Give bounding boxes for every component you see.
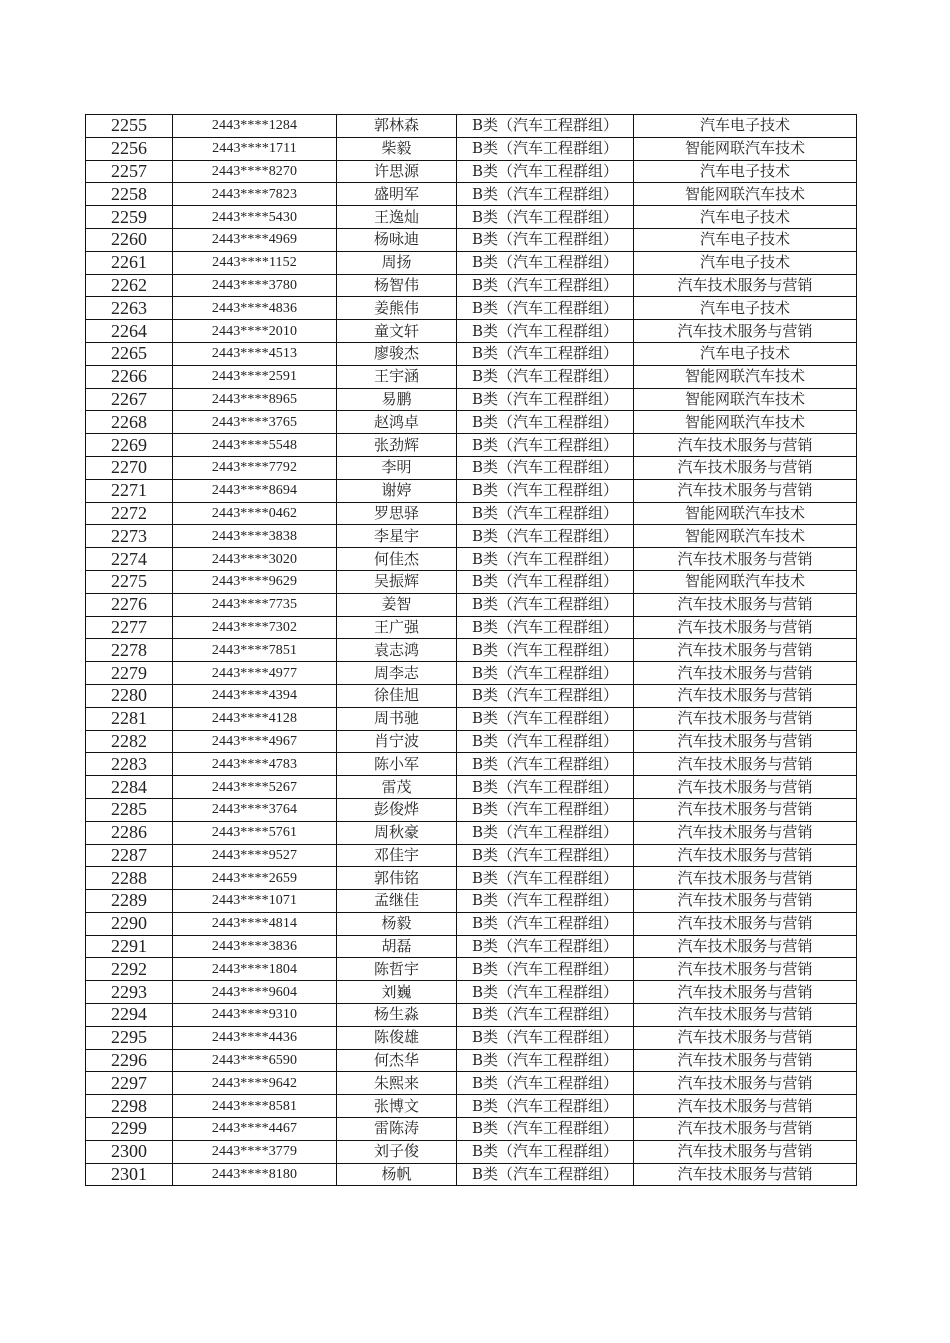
candidate-major: 汽车技术服务与营销 [634,844,857,867]
candidate-name: 彭俊烨 [337,798,457,821]
candidate-major: 汽车技术服务与营销 [634,776,857,799]
candidate-id: 2443****3838 [173,525,337,548]
candidate-id: 2443****1804 [173,958,337,981]
candidate-category: B类（汽车工程群组） [457,844,634,867]
table-row [86,1140,857,1163]
row-number: 2295 [86,1026,173,1049]
row-number: 2259 [86,206,173,229]
candidate-name: 雷茂 [337,776,457,799]
candidate-major: 汽车技术服务与营销 [634,890,857,913]
row-number: 2293 [86,981,173,1004]
roster-table-body [86,115,857,1186]
candidate-id: 2443****8180 [173,1163,337,1186]
table-row [86,1004,857,1027]
table-row [86,1072,857,1095]
candidate-major: 汽车技术服务与营销 [634,456,857,479]
table-row [86,1118,857,1141]
candidate-name: 许思源 [337,160,457,183]
candidate-major: 汽车电子技术 [634,342,857,365]
candidate-id: 2443****9629 [173,570,337,593]
candidate-name: 姜熊伟 [337,297,457,320]
candidate-category: B类（汽车工程群组） [457,684,634,707]
candidate-category: B类（汽车工程群组） [457,981,634,1004]
candidate-id: 2443****8965 [173,388,337,411]
candidate-id: 2443****4814 [173,912,337,935]
candidate-id: 2443****7792 [173,456,337,479]
candidate-id: 2443****3020 [173,548,337,571]
table-row [86,570,857,593]
candidate-category: B类（汽车工程群组） [457,434,634,457]
row-number: 2255 [86,115,173,138]
candidate-category: B类（汽车工程群组） [457,342,634,365]
row-number: 2260 [86,228,173,251]
candidate-name: 邓佳宇 [337,844,457,867]
candidate-id: 2443****1152 [173,251,337,274]
table-row [86,1095,857,1118]
candidate-name: 陈小军 [337,753,457,776]
row-number: 2286 [86,821,173,844]
roster-table [85,114,857,1186]
row-number: 2273 [86,525,173,548]
table-row [86,115,857,138]
candidate-name: 杨毅 [337,912,457,935]
candidate-major: 汽车电子技术 [634,206,857,229]
table-row [86,730,857,753]
table-row [86,593,857,616]
candidate-category: B类（汽车工程群组） [457,479,634,502]
candidate-name: 吴振辉 [337,570,457,593]
candidate-category: B类（汽车工程群组） [457,935,634,958]
candidate-major: 智能网联汽车技术 [634,365,857,388]
row-number: 2296 [86,1049,173,1072]
candidate-category: B类（汽车工程群组） [457,730,634,753]
candidate-category: B类（汽车工程群组） [457,776,634,799]
table-row [86,844,857,867]
row-number: 2272 [86,502,173,525]
candidate-category: B类（汽车工程群组） [457,137,634,160]
table-row [86,342,857,365]
table-row [86,388,857,411]
candidate-category: B类（汽车工程群组） [457,1140,634,1163]
candidate-id: 2443****4436 [173,1026,337,1049]
row-number: 2278 [86,639,173,662]
candidate-major: 汽车技术服务与营销 [634,662,857,685]
candidate-major: 汽车技术服务与营销 [634,912,857,935]
candidate-category: B类（汽车工程群组） [457,707,634,730]
candidate-category: B类（汽车工程群组） [457,753,634,776]
candidate-name: 孟继佳 [337,890,457,913]
table-row [86,251,857,274]
candidate-id: 2443****9642 [173,1072,337,1095]
table-row [86,753,857,776]
candidate-major: 汽车技术服务与营销 [634,320,857,343]
candidate-name: 柴毅 [337,137,457,160]
candidate-name: 杨生淼 [337,1004,457,1027]
row-number: 2264 [86,320,173,343]
candidate-category: B类（汽车工程群组） [457,388,634,411]
candidate-category: B类（汽车工程群组） [457,1004,634,1027]
row-number: 2287 [86,844,173,867]
candidate-major: 汽车技术服务与营销 [634,1026,857,1049]
candidate-category: B类（汽车工程群组） [457,548,634,571]
row-number: 2271 [86,479,173,502]
table-row [86,821,857,844]
candidate-major: 智能网联汽车技术 [634,570,857,593]
row-number: 2262 [86,274,173,297]
candidate-category: B类（汽车工程群组） [457,593,634,616]
candidate-major: 汽车电子技术 [634,160,857,183]
candidate-major: 汽车技术服务与营销 [634,1072,857,1095]
candidate-id: 2443****1711 [173,137,337,160]
candidate-major: 汽车技术服务与营销 [634,684,857,707]
candidate-id: 2443****1284 [173,115,337,138]
candidate-major: 汽车技术服务与营销 [634,1004,857,1027]
table-row [86,981,857,1004]
candidate-major: 汽车技术服务与营销 [634,867,857,890]
row-number: 2256 [86,137,173,160]
candidate-id: 2443****3764 [173,798,337,821]
candidate-id: 2443****5430 [173,206,337,229]
table-row [86,890,857,913]
candidate-major: 汽车技术服务与营销 [634,821,857,844]
table-row [86,639,857,662]
table-row [86,684,857,707]
candidate-name: 陈俊雄 [337,1026,457,1049]
table-row [86,320,857,343]
candidate-name: 谢婷 [337,479,457,502]
candidate-major: 汽车技术服务与营销 [634,479,857,502]
candidate-category: B类（汽车工程群组） [457,251,634,274]
candidate-name: 刘子俊 [337,1140,457,1163]
candidate-id: 2443****8694 [173,479,337,502]
candidate-id: 2443****3779 [173,1140,337,1163]
candidate-id: 2443****4977 [173,662,337,685]
candidate-id: 2443****4513 [173,342,337,365]
row-number: 2289 [86,890,173,913]
candidate-id: 2443****5761 [173,821,337,844]
candidate-name: 李星宇 [337,525,457,548]
candidate-name: 姜智 [337,593,457,616]
candidate-category: B类（汽车工程群组） [457,639,634,662]
row-number: 2258 [86,183,173,206]
table-row [86,183,857,206]
row-number: 2279 [86,662,173,685]
candidate-major: 汽车技术服务与营销 [634,616,857,639]
table-row [86,479,857,502]
candidate-major: 汽车技术服务与营销 [634,981,857,1004]
candidate-id: 2443****2659 [173,867,337,890]
row-number: 2266 [86,365,173,388]
candidate-id: 2443****0462 [173,502,337,525]
candidate-major: 智能网联汽车技术 [634,502,857,525]
candidate-id: 2443****7735 [173,593,337,616]
candidate-major: 汽车电子技术 [634,115,857,138]
candidate-major: 智能网联汽车技术 [634,525,857,548]
candidate-category: B类（汽车工程群组） [457,570,634,593]
candidate-name: 雷陈涛 [337,1118,457,1141]
table-row [86,297,857,320]
candidate-category: B类（汽车工程群组） [457,206,634,229]
candidate-category: B类（汽车工程群组） [457,821,634,844]
candidate-name: 杨帆 [337,1163,457,1186]
candidate-category: B类（汽车工程群组） [457,228,634,251]
table-row [86,548,857,571]
row-number: 2257 [86,160,173,183]
candidate-id: 2443****4967 [173,730,337,753]
candidate-category: B类（汽车工程群组） [457,912,634,935]
candidate-category: B类（汽车工程群组） [457,1026,634,1049]
candidate-id: 2443****2010 [173,320,337,343]
candidate-category: B类（汽车工程群组） [457,274,634,297]
table-row [86,912,857,935]
candidate-id: 2443****6590 [173,1049,337,1072]
candidate-name: 胡磊 [337,935,457,958]
table-row [86,1026,857,1049]
table-row [86,958,857,981]
row-number: 2282 [86,730,173,753]
candidate-category: B类（汽车工程群组） [457,297,634,320]
candidate-name: 袁志鸿 [337,639,457,662]
candidate-category: B类（汽车工程群组） [457,183,634,206]
candidate-name: 郭伟铭 [337,867,457,890]
candidate-major: 汽车电子技术 [634,251,857,274]
row-number: 2267 [86,388,173,411]
candidate-major: 智能网联汽车技术 [634,137,857,160]
candidate-major: 汽车技术服务与营销 [634,1163,857,1186]
table-row [86,707,857,730]
candidate-major: 汽车技术服务与营销 [634,274,857,297]
row-number: 2263 [86,297,173,320]
candidate-major: 汽车技术服务与营销 [634,730,857,753]
row-number: 2270 [86,456,173,479]
candidate-id: 2443****7851 [173,639,337,662]
candidate-major: 汽车技术服务与营销 [634,707,857,730]
candidate-name: 王宇涵 [337,365,457,388]
candidate-name: 杨智伟 [337,274,457,297]
row-number: 2261 [86,251,173,274]
candidate-name: 肖宁波 [337,730,457,753]
table-row [86,776,857,799]
row-number: 2285 [86,798,173,821]
row-number: 2283 [86,753,173,776]
candidate-major: 汽车技术服务与营销 [634,1049,857,1072]
table-row [86,137,857,160]
row-number: 2291 [86,935,173,958]
candidate-name: 易鹏 [337,388,457,411]
candidate-id: 2443****7823 [173,183,337,206]
candidate-major: 汽车电子技术 [634,297,857,320]
candidate-major: 智能网联汽车技术 [634,388,857,411]
candidate-name: 周李志 [337,662,457,685]
candidate-name: 李明 [337,456,457,479]
candidate-category: B类（汽车工程群组） [457,890,634,913]
candidate-category: B类（汽车工程群组） [457,1118,634,1141]
candidate-major: 汽车技术服务与营销 [634,1140,857,1163]
candidate-major: 汽车技术服务与营销 [634,1118,857,1141]
candidate-id: 2443****4394 [173,684,337,707]
row-number: 2268 [86,411,173,434]
candidate-major: 汽车电子技术 [634,228,857,251]
table-row [86,502,857,525]
table-row [86,365,857,388]
candidate-name: 童文轩 [337,320,457,343]
candidate-name: 张博文 [337,1095,457,1118]
candidate-name: 朱熙来 [337,1072,457,1095]
candidate-category: B类（汽车工程群组） [457,160,634,183]
candidate-category: B类（汽车工程群组） [457,411,634,434]
candidate-major: 智能网联汽车技术 [634,183,857,206]
row-number: 2297 [86,1072,173,1095]
table-row [86,616,857,639]
candidate-id: 2443****5267 [173,776,337,799]
candidate-name: 徐佳旭 [337,684,457,707]
candidate-category: B类（汽车工程群组） [457,502,634,525]
candidate-category: B类（汽车工程群组） [457,1049,634,1072]
row-number: 2292 [86,958,173,981]
candidate-name: 何杰华 [337,1049,457,1072]
candidate-name: 陈哲宇 [337,958,457,981]
candidate-id: 2443****4467 [173,1118,337,1141]
table-row [86,662,857,685]
candidate-major: 汽车技术服务与营销 [634,639,857,662]
candidate-id: 2443****5548 [173,434,337,457]
candidate-category: B类（汽车工程群组） [457,958,634,981]
candidate-category: B类（汽车工程群组） [457,365,634,388]
candidate-major: 汽车技术服务与营销 [634,593,857,616]
row-number: 2274 [86,548,173,571]
candidate-id: 2443****9310 [173,1004,337,1027]
candidate-name: 郭林森 [337,115,457,138]
row-number: 2290 [86,912,173,935]
candidate-category: B类（汽车工程群组） [457,867,634,890]
candidate-id: 2443****9604 [173,981,337,1004]
candidate-major: 汽车技术服务与营销 [634,935,857,958]
row-number: 2281 [86,707,173,730]
row-number: 2284 [86,776,173,799]
candidate-name: 盛明军 [337,183,457,206]
row-number: 2280 [86,684,173,707]
row-number: 2276 [86,593,173,616]
row-number: 2288 [86,867,173,890]
table-row [86,411,857,434]
candidate-id: 2443****1071 [173,890,337,913]
candidate-id: 2443****3780 [173,274,337,297]
candidate-category: B类（汽车工程群组） [457,320,634,343]
candidate-category: B类（汽车工程群组） [457,1163,634,1186]
candidate-id: 2443****3765 [173,411,337,434]
candidate-id: 2443****8270 [173,160,337,183]
candidate-category: B类（汽车工程群组） [457,798,634,821]
candidate-name: 刘巍 [337,981,457,1004]
row-number: 2299 [86,1118,173,1141]
candidate-id: 2443****4128 [173,707,337,730]
candidate-name: 赵鸿卓 [337,411,457,434]
candidate-major: 汽车技术服务与营销 [634,1095,857,1118]
row-number: 2298 [86,1095,173,1118]
candidate-category: B类（汽车工程群组） [457,1072,634,1095]
table-row [86,798,857,821]
candidate-major: 汽车技术服务与营销 [634,548,857,571]
candidate-major: 汽车技术服务与营销 [634,958,857,981]
candidate-id: 2443****4836 [173,297,337,320]
candidate-id: 2443****2591 [173,365,337,388]
candidate-category: B类（汽车工程群组） [457,1095,634,1118]
table-row [86,525,857,548]
candidate-id: 2443****4783 [173,753,337,776]
table-row [86,935,857,958]
row-number: 2275 [86,570,173,593]
candidate-category: B类（汽车工程群组） [457,662,634,685]
row-number: 2294 [86,1004,173,1027]
table-row [86,206,857,229]
candidate-major: 汽车技术服务与营销 [634,753,857,776]
candidate-id: 2443****9527 [173,844,337,867]
candidate-name: 王广强 [337,616,457,639]
table-row [86,867,857,890]
candidate-name: 张劲辉 [337,434,457,457]
candidate-name: 周秋豪 [337,821,457,844]
candidate-name: 杨咏迪 [337,228,457,251]
candidate-name: 罗思驿 [337,502,457,525]
table-row [86,434,857,457]
candidate-major: 汽车技术服务与营销 [634,798,857,821]
row-number: 2301 [86,1163,173,1186]
row-number: 2265 [86,342,173,365]
candidate-category: B类（汽车工程群组） [457,616,634,639]
table-row [86,1163,857,1186]
candidate-name: 周扬 [337,251,457,274]
candidate-name: 何佳杰 [337,548,457,571]
candidate-category: B类（汽车工程群组） [457,115,634,138]
candidate-name: 周书驰 [337,707,457,730]
candidate-id: 2443****3836 [173,935,337,958]
candidate-category: B类（汽车工程群组） [457,525,634,548]
candidate-major: 智能网联汽车技术 [634,411,857,434]
candidate-category: B类（汽车工程群组） [457,456,634,479]
candidate-id: 2443****4969 [173,228,337,251]
table-row [86,456,857,479]
row-number: 2269 [86,434,173,457]
candidate-name: 王逸灿 [337,206,457,229]
table-row [86,160,857,183]
table-row [86,228,857,251]
row-number: 2300 [86,1140,173,1163]
candidate-major: 汽车技术服务与营销 [634,434,857,457]
table-row [86,1049,857,1072]
candidate-id: 2443****7302 [173,616,337,639]
row-number: 2277 [86,616,173,639]
table-row [86,274,857,297]
candidate-id: 2443****8581 [173,1095,337,1118]
candidate-name: 廖骏杰 [337,342,457,365]
